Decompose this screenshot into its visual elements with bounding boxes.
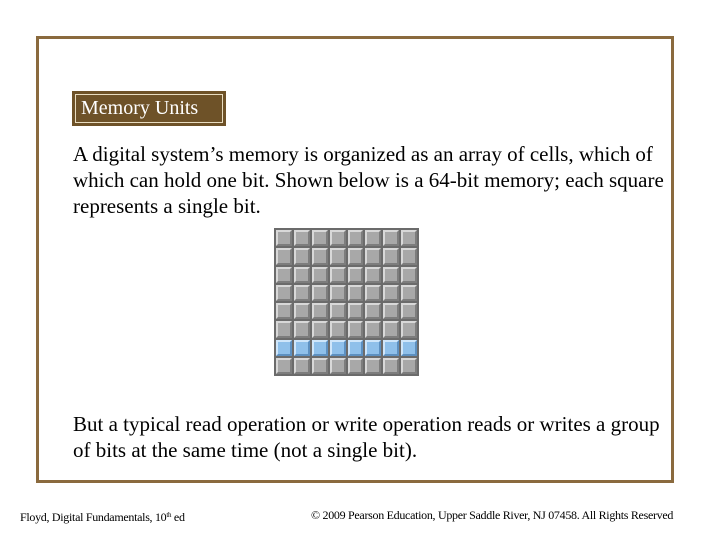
bit-cell: [294, 358, 310, 374]
bit-cell: [348, 303, 364, 319]
bit-cell: [330, 285, 346, 301]
title-box: [72, 91, 226, 126]
bit-cell: [365, 358, 381, 374]
highlighted-bit-cell: [383, 340, 399, 356]
highlighted-bit-cell: [312, 340, 328, 356]
highlighted-bit-cell: [401, 340, 417, 356]
bit-cell: [330, 358, 346, 374]
bit-cell: [276, 321, 292, 337]
bit-cell: [294, 248, 310, 264]
bit-cell: [383, 230, 399, 246]
bit-cell: [276, 267, 292, 283]
footer-citation-suffix: ed: [171, 510, 185, 524]
bit-cell: [365, 230, 381, 246]
intro-paragraph: A digital system’s memory is organized as an array of cells, which of which can hold one bit. Shown below is a 64-bit memory; each square represents a single bit.: [73, 142, 664, 218]
bit-cell: [330, 303, 346, 319]
bit-cell: [401, 321, 417, 337]
bit-cell: [348, 230, 364, 246]
bit-cell: [276, 230, 292, 246]
bit-cell: [383, 267, 399, 283]
memory-grid: [274, 228, 419, 376]
bit-cell: [312, 321, 328, 337]
bit-cell: [330, 321, 346, 337]
bit-cell: [401, 267, 417, 283]
bit-cell: [330, 248, 346, 264]
bit-cell: [348, 267, 364, 283]
bit-cell: [276, 285, 292, 301]
bit-cell: [401, 230, 417, 246]
bit-cell: [312, 358, 328, 374]
highlighted-bit-cell: [365, 340, 381, 356]
read-write-paragraph: But a typical read operation or write operation reads or writes a group of bits at the same time (not a single bit).: [73, 412, 660, 462]
bit-cell: [276, 303, 292, 319]
bit-cell: [401, 248, 417, 264]
bit-cell: [401, 285, 417, 301]
bit-cell: [365, 285, 381, 301]
bit-cell: [348, 248, 364, 264]
bit-cell: [383, 285, 399, 301]
bit-cell: [312, 285, 328, 301]
bit-cell: [312, 248, 328, 264]
bit-cell: [383, 358, 399, 374]
highlighted-bit-cell: [330, 340, 346, 356]
footer-citation-superscript: th: [166, 511, 172, 519]
bit-cell: [276, 248, 292, 264]
bit-cell: [294, 285, 310, 301]
bit-cell: [383, 303, 399, 319]
bit-cell: [330, 230, 346, 246]
bit-cell: [401, 358, 417, 374]
bit-cell: [383, 321, 399, 337]
highlighted-bit-cell: [276, 340, 292, 356]
bit-cell: [312, 230, 328, 246]
footer-copyright: © 2009 Pearson Education, Upper Saddle River, NJ 07458. All Rights Reserved: [311, 508, 674, 522]
bit-cell: [276, 358, 292, 374]
bit-cell: [312, 267, 328, 283]
bit-cell: [348, 321, 364, 337]
highlighted-bit-cell: [294, 340, 310, 356]
footer-citation-text: Floyd, Digital Fundamentals, 10: [20, 510, 167, 524]
highlighted-bit-cell: [348, 340, 364, 356]
bit-cell: [294, 267, 310, 283]
bit-cell: [365, 267, 381, 283]
bit-cell: [294, 303, 310, 319]
bit-cell: [312, 303, 328, 319]
bit-cell: [401, 303, 417, 319]
bit-cell: [365, 303, 381, 319]
bit-cell: [294, 230, 310, 246]
bit-cell: [348, 285, 364, 301]
bit-cell: [365, 321, 381, 337]
bit-cell: [330, 267, 346, 283]
bit-cell: [383, 248, 399, 264]
bit-cell: [348, 358, 364, 374]
bit-cell: [365, 248, 381, 264]
bit-cell: [294, 321, 310, 337]
slide-title: Memory Units: [75, 94, 223, 123]
footer-citation: [20, 508, 185, 524]
